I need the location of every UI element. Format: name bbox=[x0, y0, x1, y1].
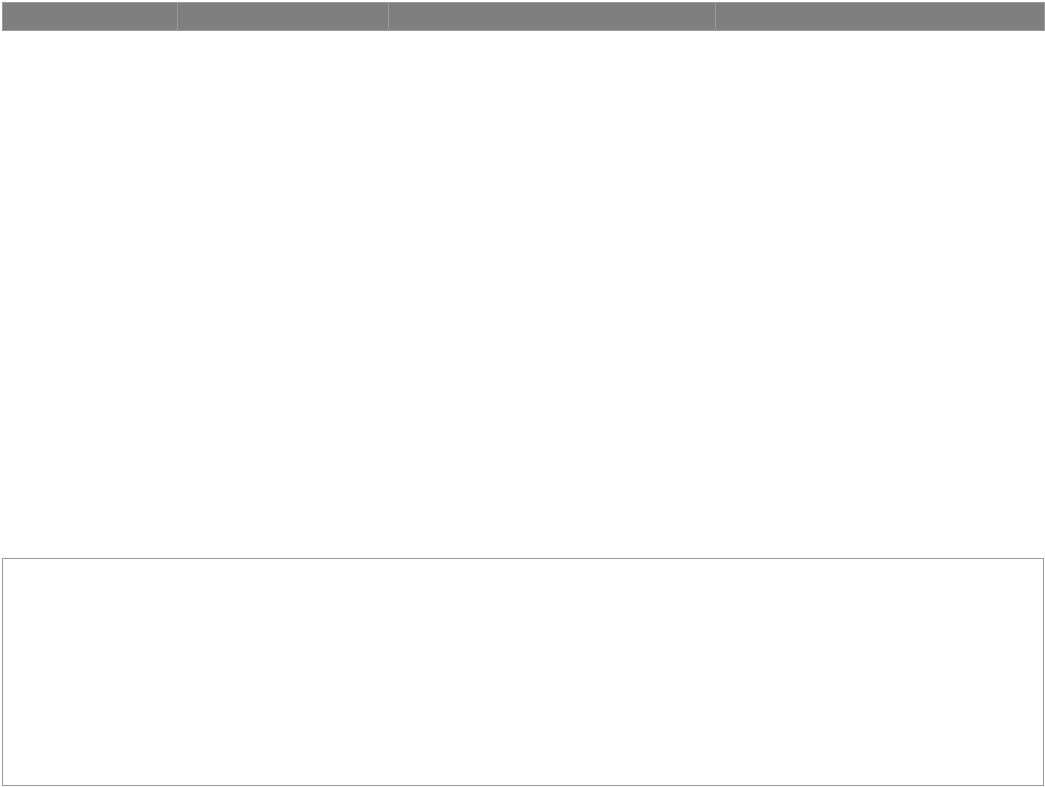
spec-table bbox=[2, 2, 1045, 31]
cone-diagram bbox=[563, 559, 1043, 787]
spec-table-body bbox=[3, 3, 1045, 31]
notes-panel bbox=[2, 558, 1044, 786]
header-row bbox=[3, 3, 1045, 31]
driver-header bbox=[716, 3, 1045, 31]
polar-diagram bbox=[3, 559, 563, 787]
luminaire-header-fill bbox=[178, 3, 389, 31]
led-header bbox=[389, 3, 716, 31]
luminaire-header bbox=[3, 3, 178, 31]
